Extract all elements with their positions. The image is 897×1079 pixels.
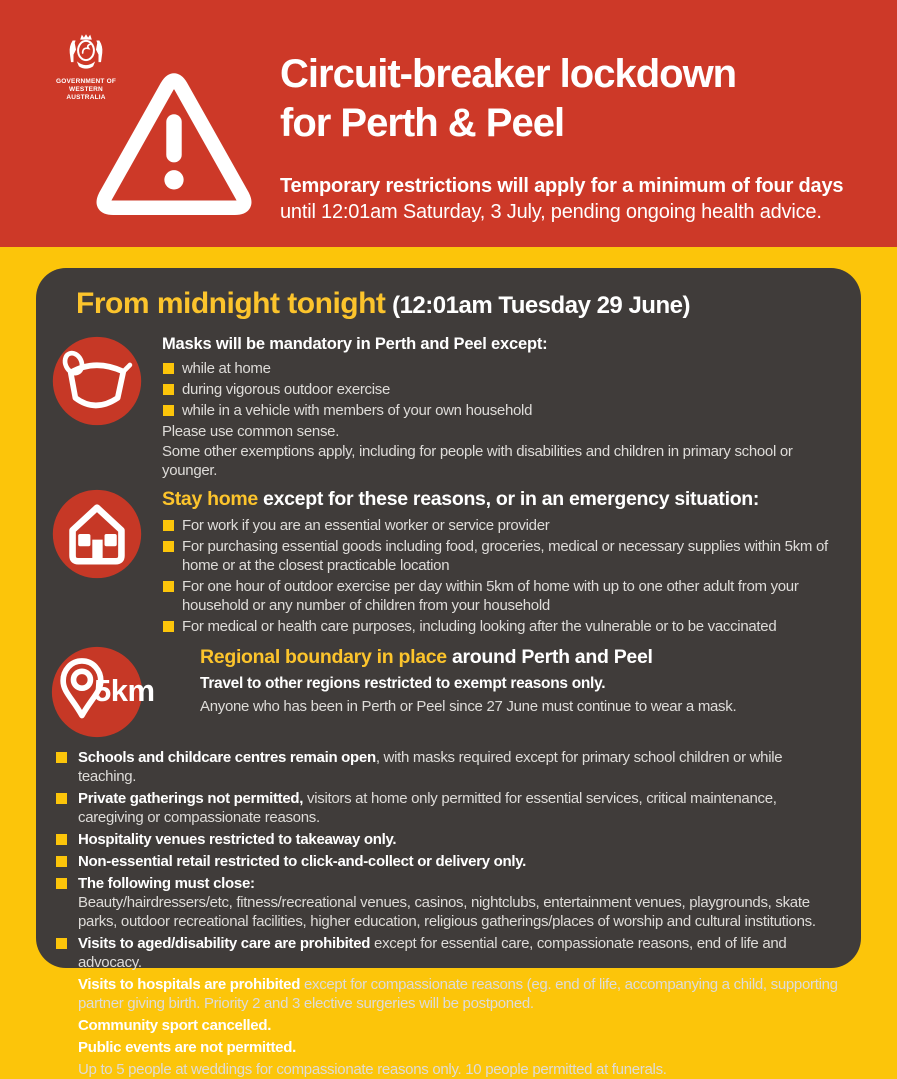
mask-icon — [50, 334, 144, 480]
rule-regular: , with masks required except for primary school children or while teaching. — [78, 749, 783, 785]
pin-distance-label: 5km — [94, 673, 155, 708]
crest-text-line2: WESTERN AUSTRALIA — [66, 86, 106, 101]
bullet-item — [162, 516, 841, 535]
rule-regular: visitors at home only permitted for essential services, critical maintenance, caregiving or compassionate reasons. — [78, 790, 777, 826]
bullet-item — [162, 537, 841, 575]
boundary-heading — [200, 646, 841, 669]
regional-boundary-section — [50, 645, 841, 739]
masks-bullet-list — [162, 359, 841, 420]
bullet-square-icon — [56, 1020, 67, 1031]
stay-home-accent: Stay home — [162, 488, 258, 510]
rule-item — [55, 975, 841, 1013]
rule-bold: Schools and childcare centres remain open — [78, 749, 376, 766]
rule-item — [55, 934, 841, 972]
panel-heading-time: (12:01am Tuesday 29 June) — [392, 292, 690, 319]
boundary-rest: around Perth and Peel — [446, 646, 653, 668]
rule-bold: Non-essential retail restricted to click-and-collect or delivery only. — [78, 853, 527, 870]
boundary-note: Anyone who has been in Perth or Peel since 27 June must continue to wear a mask. — [200, 698, 737, 715]
bullet-square-icon — [163, 621, 174, 632]
rule-item — [55, 852, 841, 871]
bullet-square-icon — [163, 520, 174, 531]
rule-bold: Visits to aged/disability care are prohibited — [78, 935, 371, 952]
bullet-square-icon — [56, 878, 67, 889]
rule-text — [78, 1038, 296, 1057]
rule-item — [55, 1060, 841, 1079]
stay-home-rest: except for these reasons, or in an emergency situation: — [257, 488, 760, 510]
stay-home-bullet-list — [162, 516, 841, 636]
bullet-text: For medical or health care purposes, including looking after the vulnerable or to be vaccinated — [182, 618, 777, 635]
bullet-square-icon — [56, 1042, 67, 1053]
rule-item — [55, 748, 841, 786]
rule-text — [78, 852, 526, 871]
bullet-square-icon — [163, 541, 174, 552]
bullet-text: For work if you are an essential worker or service provider — [182, 517, 550, 534]
bullet-text: while at home — [182, 360, 271, 377]
rule-bold: Public events are not permitted. — [78, 1039, 296, 1056]
stay-home-section — [50, 487, 841, 638]
subtitle-regular: until 12:01am Saturday, 3 July, pending ongoing health advice. — [280, 201, 822, 223]
boundary-subheading: Travel to other regions restricted to exempt reasons only. — [200, 675, 606, 692]
rule-item — [55, 830, 841, 849]
rule-item — [55, 874, 841, 931]
masks-section — [50, 334, 841, 480]
restrictions-panel — [36, 268, 861, 1078]
rule-bold: Hospitality venues restricted to takeaway only. — [78, 831, 397, 848]
rule-item — [55, 1038, 841, 1057]
rule-regular: except for compassionate reasons (eg. end of life, accompanying a child, supporting partner giving birth. Priority 2 and 3 elective surgeries will be postponed. — [78, 976, 838, 1012]
bullet-square-icon — [56, 856, 67, 867]
rule-bold: Community sport cancelled. — [78, 1017, 272, 1034]
rule-item — [55, 1016, 841, 1035]
bullet-square-icon — [163, 363, 174, 374]
masks-note-2: Some other exemptions apply, including for people with disabilities and children in primary school or younger. — [162, 443, 793, 479]
subtitle-bold: Temporary restrictions will apply for a minimum of four days — [280, 175, 844, 197]
rule-bold: Private gatherings not permitted, — [78, 790, 304, 807]
title-line2: for Perth & Peel — [280, 101, 565, 145]
bullet-text: For purchasing essential goods including food, groceries, medical or necessary supplies within 5km of home or at the closest practicable location — [182, 538, 828, 574]
rule-regular: Up to 5 people at weddings for compassionate reasons only. 10 people permitted at funerals. — [78, 1061, 667, 1078]
stay-home-heading — [162, 488, 841, 511]
bullet-text: For one hour of outdoor exercise per day within 5km of home with up to one other adult from your household or any number of children from your household — [182, 578, 799, 614]
rules-list — [55, 748, 841, 1079]
bullet-square-icon — [56, 979, 67, 990]
masks-heading: Masks will be mandatory in Perth and Peel except: — [162, 335, 548, 353]
rule-text — [78, 874, 841, 931]
bullet-item — [162, 359, 841, 378]
bullet-text: during vigorous outdoor exercise — [182, 381, 391, 398]
rule-bold: The following must close: — [78, 875, 255, 892]
rule-text — [78, 1060, 667, 1079]
bullet-square-icon — [56, 1064, 67, 1075]
panel-heading — [76, 286, 841, 324]
bullet-text: while in a vehicle with members of your own household — [182, 402, 533, 419]
house-icon — [50, 487, 144, 638]
rule-regular: except for essential care, compassionate reasons, end of life and advocacy. — [78, 935, 787, 971]
bullet-square-icon — [56, 752, 67, 763]
rule-text — [78, 1016, 271, 1035]
bullet-item — [162, 380, 841, 399]
rule-item — [55, 789, 841, 827]
masks-note-1: Please use common sense. — [162, 423, 340, 440]
banner-subtitle — [280, 173, 877, 225]
bullet-square-icon — [56, 834, 67, 845]
rule-text — [78, 789, 841, 827]
rule-text — [78, 748, 841, 786]
location-pin-icon — [50, 645, 155, 739]
title-line1: Circuit-breaker lockdown — [280, 52, 737, 96]
boundary-accent: Regional boundary in place — [200, 646, 447, 668]
panel-heading-accent: From midnight tonight — [76, 287, 386, 320]
rule-bold: Visits to hospitals are prohibited — [78, 976, 301, 993]
bullet-square-icon — [56, 938, 67, 949]
bullet-item — [162, 577, 841, 615]
bullet-square-icon — [163, 384, 174, 395]
page-title — [280, 50, 877, 148]
crest-text-line1: GOVERNMENT OF — [55, 78, 117, 85]
warning-triangle-icon — [92, 64, 256, 230]
bullet-square-icon — [56, 793, 67, 804]
rule-text — [78, 830, 396, 849]
bullet-item — [162, 401, 841, 420]
rule-detail: Beauty/hairdressers/etc, fitness/recreational venues, casinos, nightclubs, entertainment venues, playgrounds, skate parks, outdoor recreational facilities, higher education, religious gatherings/places of worship and cultural institutions. — [78, 894, 816, 930]
bullet-item — [162, 617, 841, 636]
bullet-square-icon — [163, 581, 174, 592]
rule-text — [78, 975, 841, 1013]
header-banner — [0, 0, 897, 247]
bullet-square-icon — [163, 405, 174, 416]
rule-text — [78, 934, 841, 972]
